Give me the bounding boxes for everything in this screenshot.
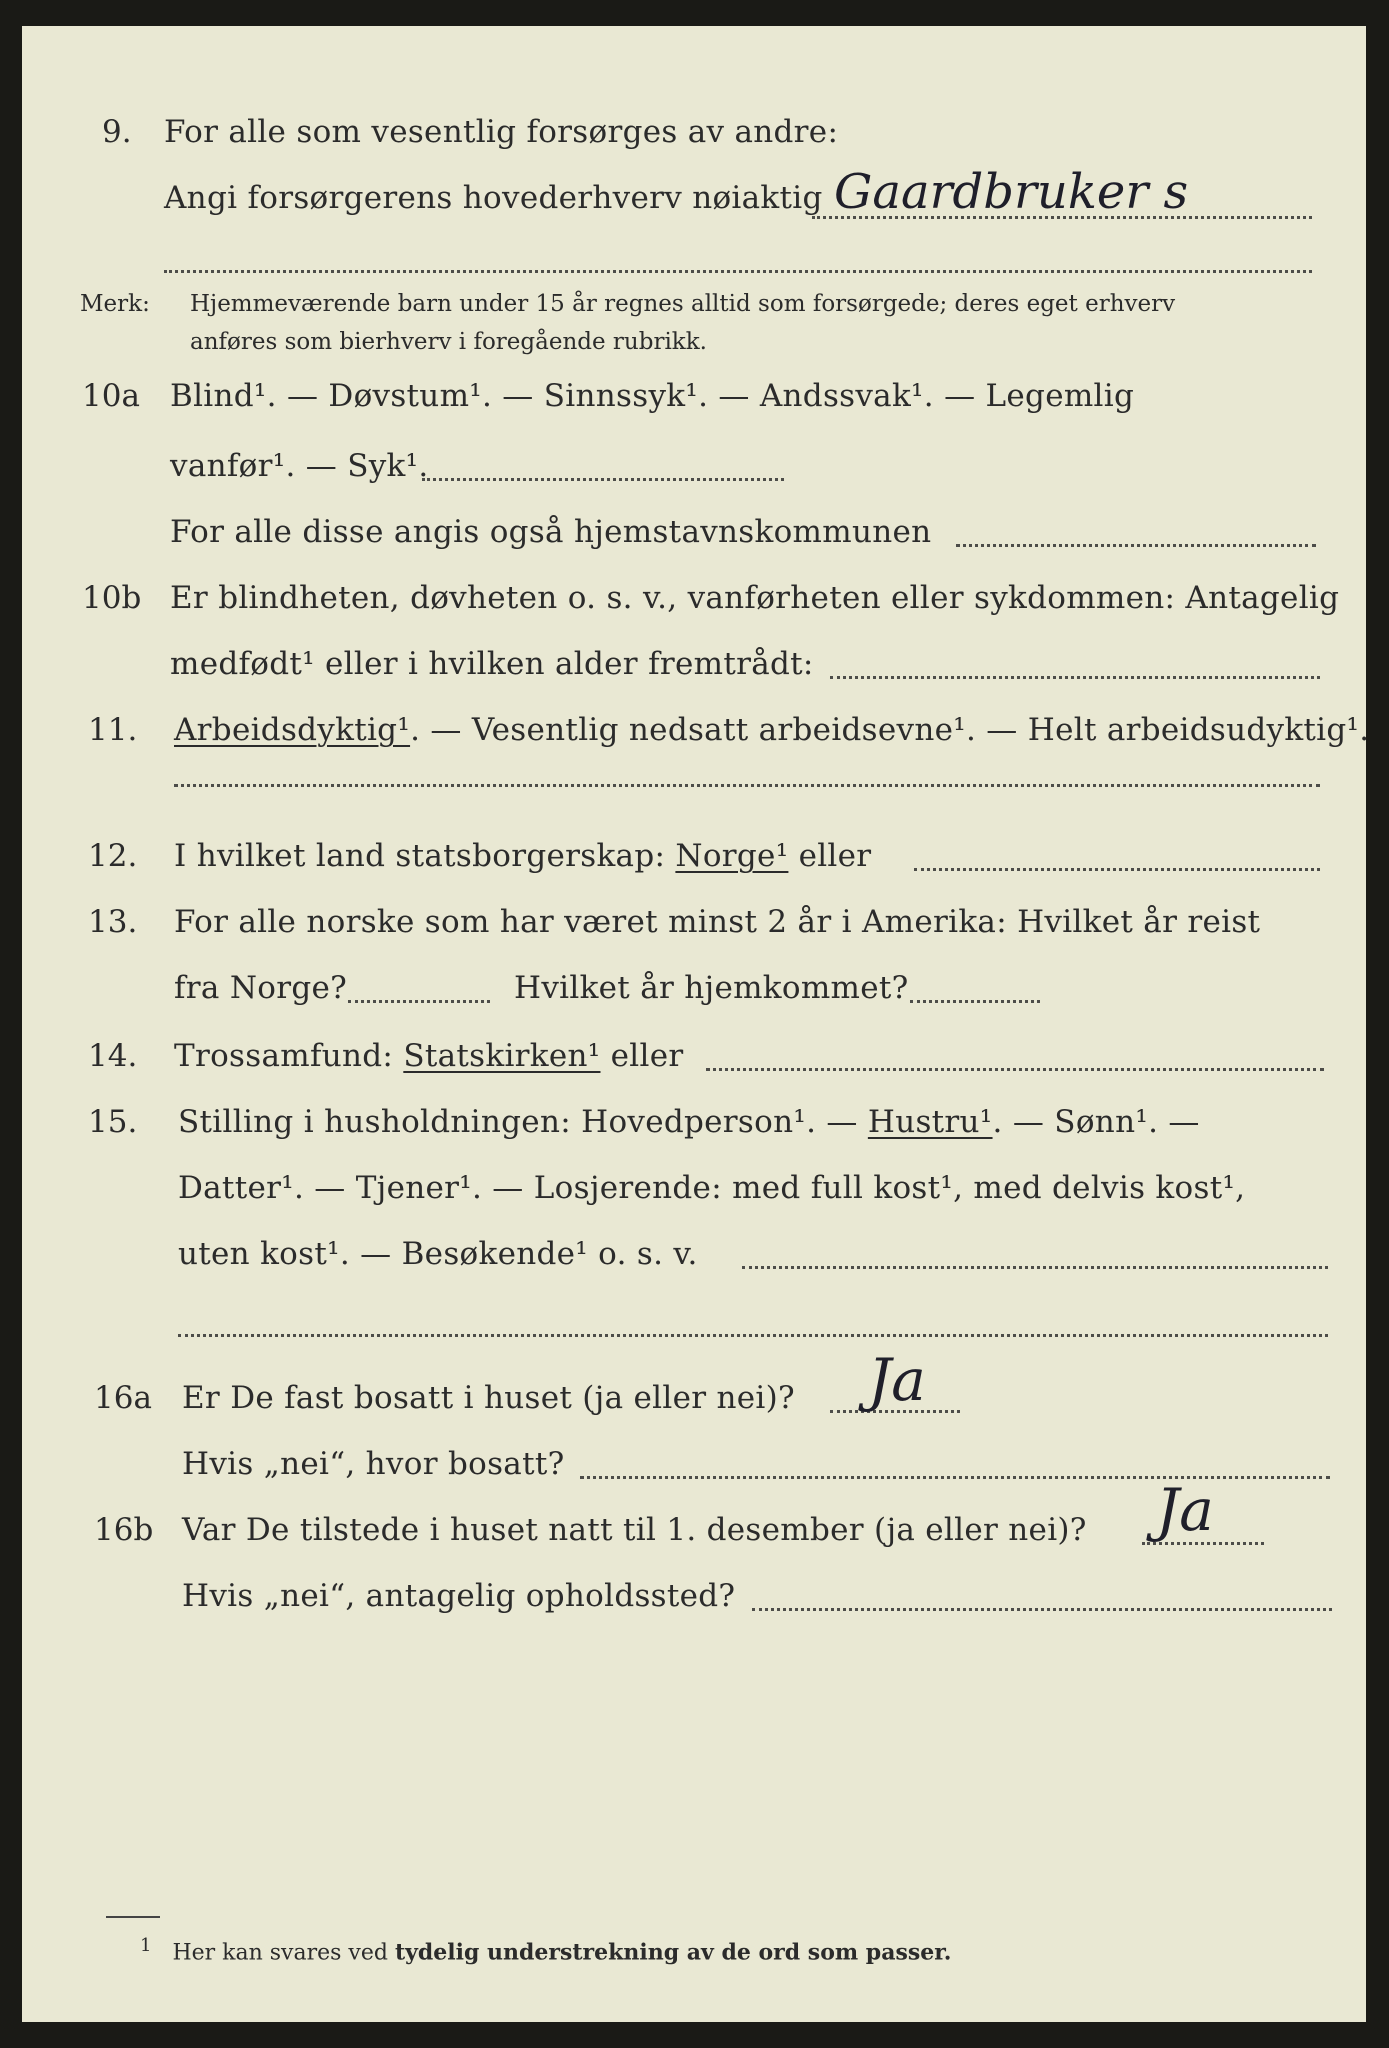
q13-line1: For alle norske som har været minst 2 år i Amerika: Hvilket år reist — [174, 904, 1261, 940]
q14-answer-line — [706, 1068, 1324, 1071]
q10a-hjemstavn-line — [956, 544, 1316, 547]
q10a-number: 10a — [82, 378, 140, 414]
q12-answer-line — [914, 868, 1320, 871]
q15-line1b: . — Sønn¹. — — [992, 1104, 1200, 1140]
q15-line3: uten kost¹. — Besøkende¹ o. s. v. — [178, 1236, 698, 1272]
merk-line2: anføres som bierhverv i foregående rubrikk. — [190, 329, 707, 355]
q10a-line3: For alle disse angis også hjemstavnskommunen — [170, 514, 932, 550]
q11-underlined-choice: Arbeidsdyktig¹ — [174, 712, 411, 748]
footnote-text-a: Her kan svares ved — [172, 1940, 395, 1966]
q11-extra-line — [174, 784, 1320, 787]
q10b-line2: medfødt¹ eller i hvilken alder fremtrådt: — [170, 646, 814, 682]
q15-line1 — [178, 1102, 1200, 1142]
merk-label: Merk: — [80, 291, 150, 317]
q15-underlined-choice: Hustru¹ — [867, 1104, 993, 1140]
q14-number: 14. — [88, 1038, 138, 1074]
q9-line2: Angi forsørgerens hovederhverv nøiaktig — [164, 180, 823, 216]
footnote-text-b: tydelig understrekning av de ord som passer. — [394, 1939, 952, 1966]
q10b-answer-line — [830, 676, 1320, 679]
q10a-line1: Blind¹. — Døvstum¹. — Sinnssyk¹. — Andssvak¹. — Legemlig — [170, 378, 1135, 414]
q9-handwritten-answer: Gaardbruker s — [834, 164, 1189, 220]
q16a-line1: Er De fast bosatt i huset (ja eller nei)? — [182, 1380, 795, 1416]
q9-extra-line — [164, 270, 1312, 273]
q15-extra-line — [178, 1334, 1328, 1337]
q15-line2: Datter¹. — Tjener¹. — Losjerende: med full kost¹, med delvis kost¹, — [178, 1170, 1246, 1206]
q16b-line2: Hvis „nei“, antagelig opholdssted? — [182, 1578, 736, 1614]
q16b-handwritten-answer: Ja — [1156, 1476, 1214, 1544]
q13-line2a: fra Norge? — [174, 970, 348, 1006]
q15-number: 15. — [88, 1104, 138, 1140]
q11-rest: . — Vesentlig nedsatt arbeidsevne¹. — Helt arbeidsudyktig¹. — [410, 712, 1370, 748]
q10a-line2: vanfør¹. — Syk¹. — [170, 448, 429, 484]
q14-after: eller — [600, 1038, 684, 1074]
q16b-opholdssted-line — [752, 1608, 1332, 1611]
q11-text — [174, 710, 1369, 750]
q14-text — [174, 1036, 684, 1076]
q12-before: I hvilket land statsborgerskap: — [174, 838, 676, 874]
q10b-number: 10b — [82, 580, 142, 616]
q9-line1: For alle som vesentlig forsørges av andre: — [164, 114, 839, 150]
q16a-number: 16a — [94, 1380, 152, 1416]
q16b-line1: Var De tilstede i huset natt til 1. desember (ja eller nei)? — [182, 1512, 1087, 1548]
q14-before: Trossamfund: — [174, 1038, 404, 1074]
q9-number: 9. — [102, 114, 132, 150]
q16b-number: 16b — [94, 1512, 154, 1548]
q11-number: 11. — [88, 712, 138, 748]
footnote — [140, 1932, 951, 1967]
q15-answer-line — [742, 1266, 1328, 1269]
q13-number: 13. — [88, 904, 138, 940]
q13-hjemkommet-line — [910, 1000, 1040, 1003]
q12-underlined-choice: Norge¹ — [675, 838, 789, 874]
q10a-syk-line — [422, 478, 784, 481]
q15-line1a: Stilling i husholdningen: Hovedperson¹. — — [178, 1104, 868, 1140]
q12-text — [174, 836, 871, 876]
footnote-rule — [106, 1916, 160, 1918]
q12-number: 12. — [88, 838, 138, 874]
q14-underlined-choice: Statskirken¹ — [403, 1038, 601, 1074]
merk-line1: Hjemmeværende barn under 15 år regnes alltid som forsørgede; deres eget erhverv — [190, 291, 1176, 317]
q10b-line1: Er blindheten, døvheten o. s. v., vanførheten eller sykdommen: Antagelig — [170, 580, 1340, 616]
q12-after: eller — [788, 838, 872, 874]
census-form-page — [22, 26, 1370, 2022]
footnote-mark: 1 — [140, 1935, 152, 1956]
q13-reist-line — [348, 1000, 490, 1003]
q13-line2b: Hvilket år hjemkommet? — [514, 970, 909, 1006]
q16a-handwritten-answer: Ja — [868, 1346, 926, 1414]
q16a-bosatt-line — [580, 1476, 1330, 1479]
q16a-line2: Hvis „nei“, hvor bosatt? — [182, 1446, 565, 1482]
